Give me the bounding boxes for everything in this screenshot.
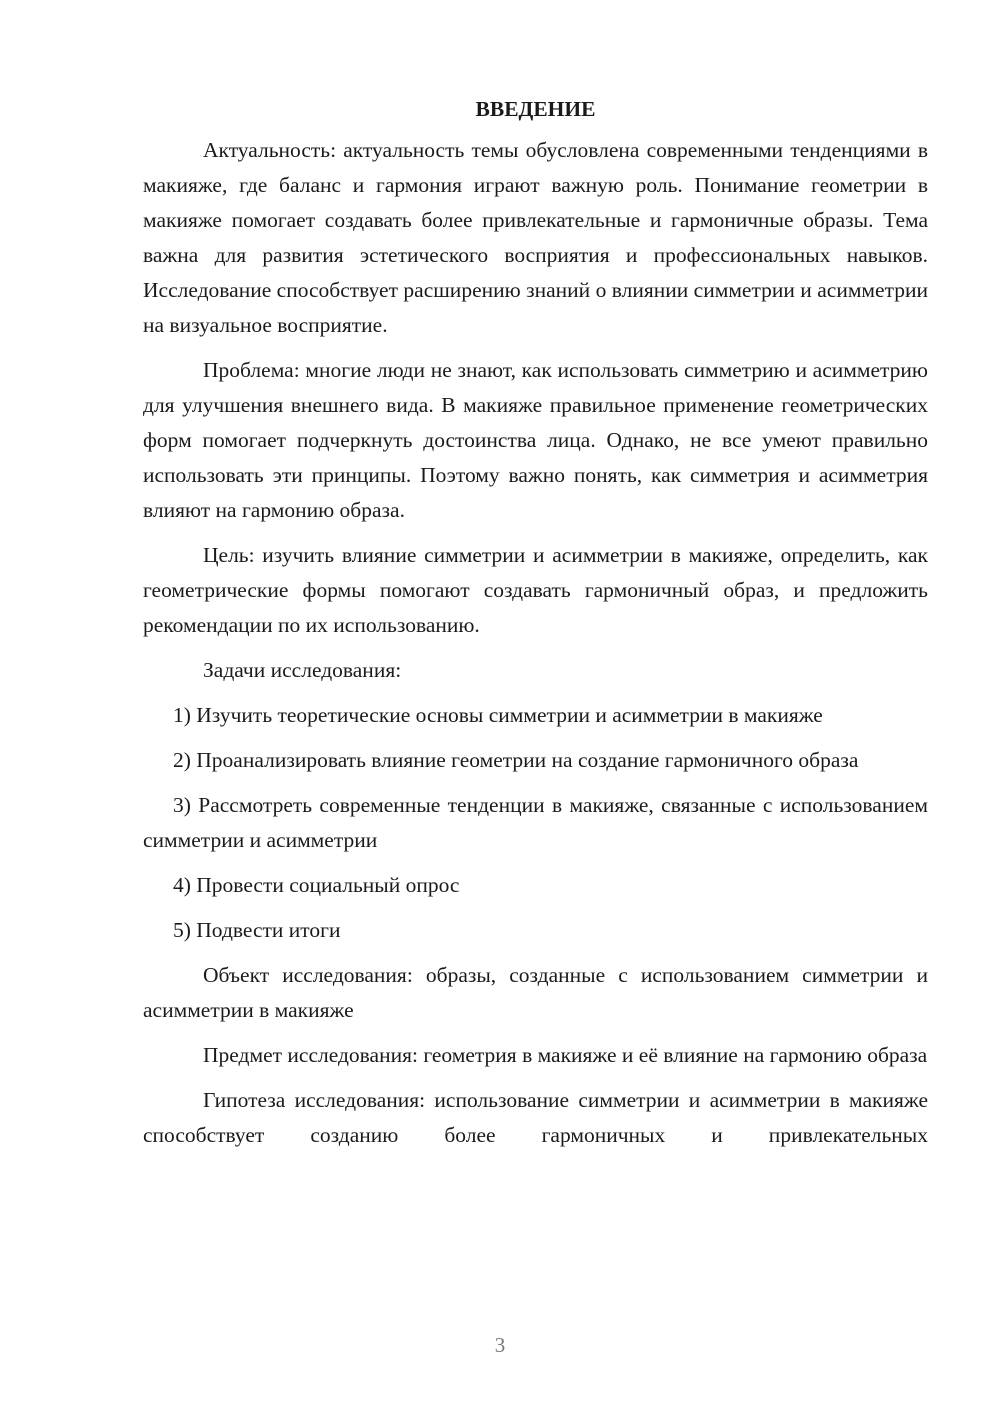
- task-item-3: 3) Рассмотреть современные тенденции в макияже, связанные с использованием симметрии и асимметрии: [143, 793, 928, 852]
- goal-paragraph: Цель: изучить влияние симметрии и асимметрии в макияже, определить, как геометрические формы помогают создавать гармоничный образ, и предложить рекомендации по их использованию.: [143, 543, 928, 637]
- subject-paragraph: Предмет исследования: геометрия в макияже и её влияние на гармонию образа: [203, 1043, 928, 1067]
- relevance-paragraph: Актуальность: актуальность темы обусловлена современными тенденциями в макияже, где баланс и гармония играют важную роль. Понимание геометрии в макияже помогает создавать более привлекательные и гармоничные образы. Тема важна для развития эстетического восприятия и профессиональных навыков. Исследование способствует расширению знаний о влиянии симметрии и асимметрии на визуальное восприятие.: [143, 138, 928, 337]
- section-heading: ВВЕДЕНИЕ: [475, 97, 596, 121]
- document-page: [143, 92, 928, 1163]
- problem-paragraph: Проблема: многие люди не знают, как использовать симметрию и асимметрию для улучшения внешнего вида. В макияже правильное применение геометрических форм помогает подчеркнуть достоинства лица. Однако, не все умеют правильно использовать эти принципы. Поэтому важно понять, как симметрия и асимметрия влияют на гармонию образа.: [143, 358, 928, 522]
- hypothesis-paragraph: Гипотеза исследования: использование симметрии и асимметрии в макияже способствует созданию более гармоничных и привлекательных: [143, 1088, 928, 1147]
- task-item-5: 5) Подвести итоги: [173, 918, 341, 942]
- task-item-4: 4) Провести социальный опрос: [173, 873, 460, 897]
- tasks-heading: Задачи исследования:: [203, 658, 402, 682]
- object-paragraph: Объект исследования: образы, созданные с использованием симметрии и асимметрии в макияже: [143, 963, 928, 1022]
- task-item-2: 2) Проанализировать влияние геометрии на создание гармоничного образа: [173, 748, 859, 772]
- task-item-1: 1) Изучить теоретические основы симметрии и асимметрии в макияже: [173, 703, 823, 727]
- page-number: 3: [494, 1333, 506, 1357]
